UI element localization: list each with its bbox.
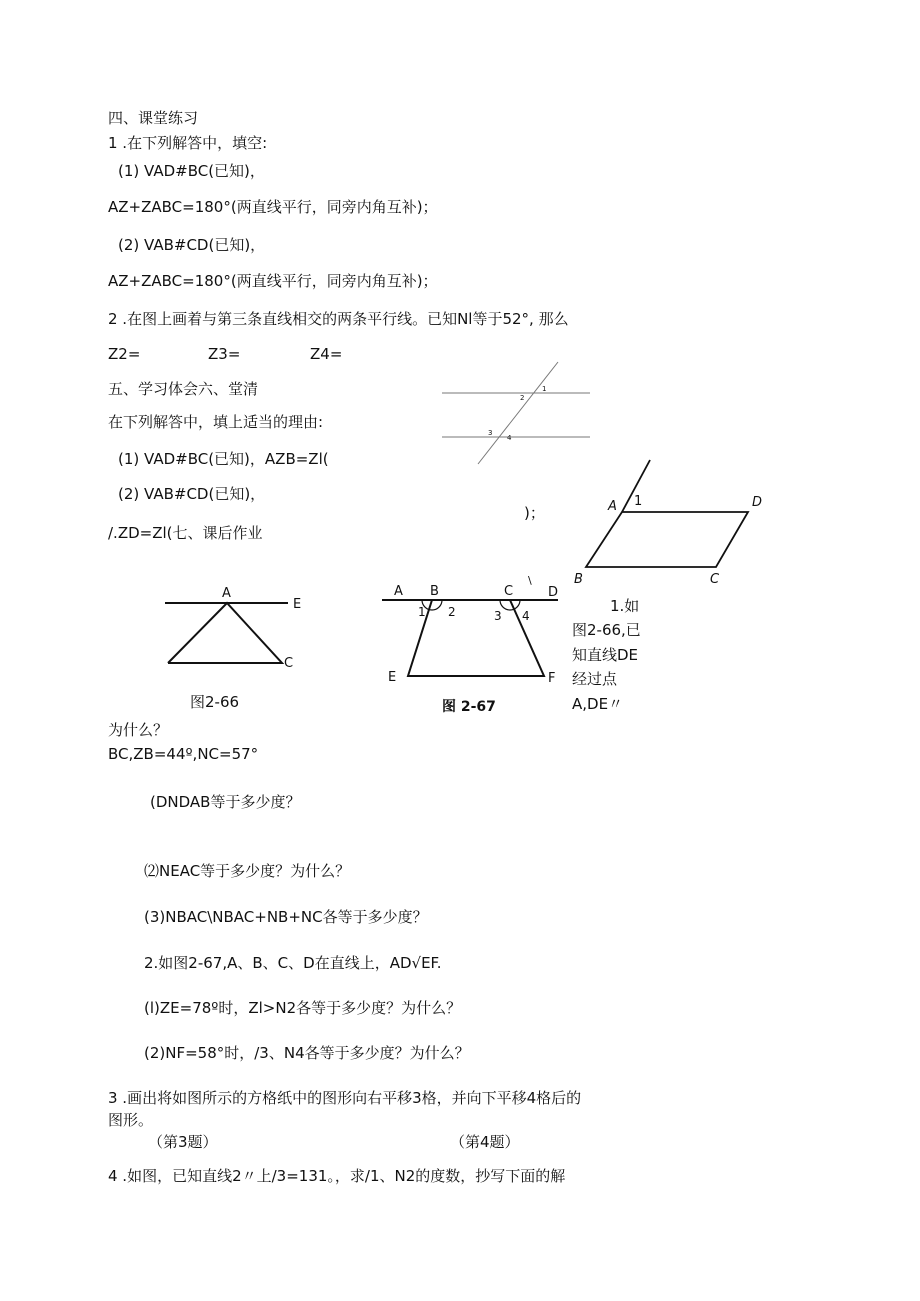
homework-1-question-1: (DNDAB等于多少度？ — [150, 793, 301, 811]
fig266-label-e: E — [293, 597, 302, 612]
question-1: 1 .在下列解答中，填空: — [108, 134, 268, 152]
angle-label-1: 1 — [542, 385, 547, 393]
homework-1-question-2: ⑵NEAC等于多少度？为什么？ — [144, 862, 351, 880]
question-2: 2 .在图上画着与第三条直线相交的两条平行线。已知Nl等于52°, 那么 — [108, 310, 569, 328]
question-1-part-1: (1) VAD#BC(已知)， — [118, 162, 265, 180]
reason-part-1: (1) VAD#BC(已知)，AZB=Zl( — [118, 450, 329, 468]
figure-2-66-caption: 图2-66 — [190, 693, 240, 711]
homework-2-question-2: (2)NF=58°时，/3、N4各等于多少度？为什么？ — [144, 1044, 470, 1062]
reason-part-2-tail: )； — [524, 504, 545, 522]
homework-1-line-2: 图2-66,已 — [572, 621, 641, 639]
angle-label-2: 2 — [520, 394, 525, 402]
fig267-label-b: B — [430, 584, 439, 599]
homework-1-line-1: 1.如 — [610, 597, 640, 615]
homework-1-line-5: A,DE〃 — [572, 695, 624, 713]
figure-2-66 — [160, 580, 310, 675]
figure-3-caption: （第3题） — [148, 1133, 218, 1151]
section-heading-reflection: 五、学习体会六、堂清 — [108, 380, 259, 398]
figure-4-caption: （第4题） — [450, 1133, 520, 1151]
vertex-label-b: B — [574, 572, 583, 587]
angle-label-3: 3 — [488, 429, 493, 437]
homework-1-line-4: 经过点 — [572, 670, 618, 688]
vertex-label-c: C — [710, 572, 720, 587]
fig267-angle-4: 4 — [522, 609, 530, 623]
reason-part-2: (2) VAB#CD(已知)， — [118, 485, 266, 503]
fill-reason-instruction: 在下列解答中，填上适当的理由: — [108, 413, 324, 431]
angle-label-1: 1 — [634, 494, 643, 509]
vertex-label-d: D — [752, 495, 763, 510]
fig267-label-c: C — [504, 584, 514, 599]
question-1-part-2-answer: AZ+ZABC=180°(两直线平行，同旁内角互补)； — [108, 272, 438, 290]
vertex-label-a: A — [608, 499, 617, 514]
homework-4: 4 .如图，已知直线2〃上/3=131。，求/1、N2的度数，抄写下面的解 — [108, 1167, 566, 1185]
fig267-angle-3: 3 — [494, 609, 502, 623]
homework-1-line-3: 知直线DE — [572, 646, 639, 664]
fig267-label-f: F — [548, 671, 556, 686]
fig267-caption: 图 2-67 — [442, 699, 496, 715]
question-2-angle-3: Z3= — [208, 345, 241, 363]
question-1-part-1-answer: AZ+ZABC=180°(两直线平行，同旁内角互补)； — [108, 198, 438, 216]
homework-1-given: BC,ZB=44º,NC=57° — [108, 745, 259, 763]
section-heading-practice: 四、课堂练习 — [108, 109, 199, 127]
homework-2-question-1: (l)ZE=78º时，Zl>N2各等于多少度？为什么？ — [144, 999, 462, 1017]
question-2-angle-2: Z2= — [108, 345, 141, 363]
figure-2-67 — [380, 578, 570, 718]
angle-label-4: 4 — [507, 434, 512, 442]
homework-3: 3 .画出将如图所示的方格纸中的图形向右平移3格，并向下平移4格后的 — [108, 1089, 582, 1107]
question-2-angle-4: Z4= — [310, 345, 343, 363]
fig267-label-e: E — [388, 670, 397, 685]
fig267-angle-2: 2 — [448, 605, 456, 619]
parallelogram-figure — [570, 455, 800, 590]
parallel-lines-figure — [440, 360, 600, 470]
fig266-label-a: A — [222, 586, 231, 601]
homework-1-question-3: (3)NBAC\NBAC+NB+NC各等于多少度？ — [144, 908, 428, 926]
reason-part-3: /.ZD=Zl(七、课后作业 — [108, 524, 263, 542]
homework-2: 2.如图2-67,A、B、C、D在直线上，AD√EF. — [144, 954, 442, 972]
why-question: 为什么？ — [108, 721, 169, 739]
fig266-label-c: C — [284, 656, 294, 671]
question-1-part-2: (2) VAB#CD(已知)， — [118, 236, 266, 254]
fig267-angle-1: 1 — [418, 605, 426, 619]
fig267-label-a: A — [394, 584, 403, 599]
fig267-label-d: D — [548, 585, 559, 600]
stray-mark: \ — [528, 574, 532, 587]
homework-3-continued: 图形。 — [108, 1111, 154, 1129]
